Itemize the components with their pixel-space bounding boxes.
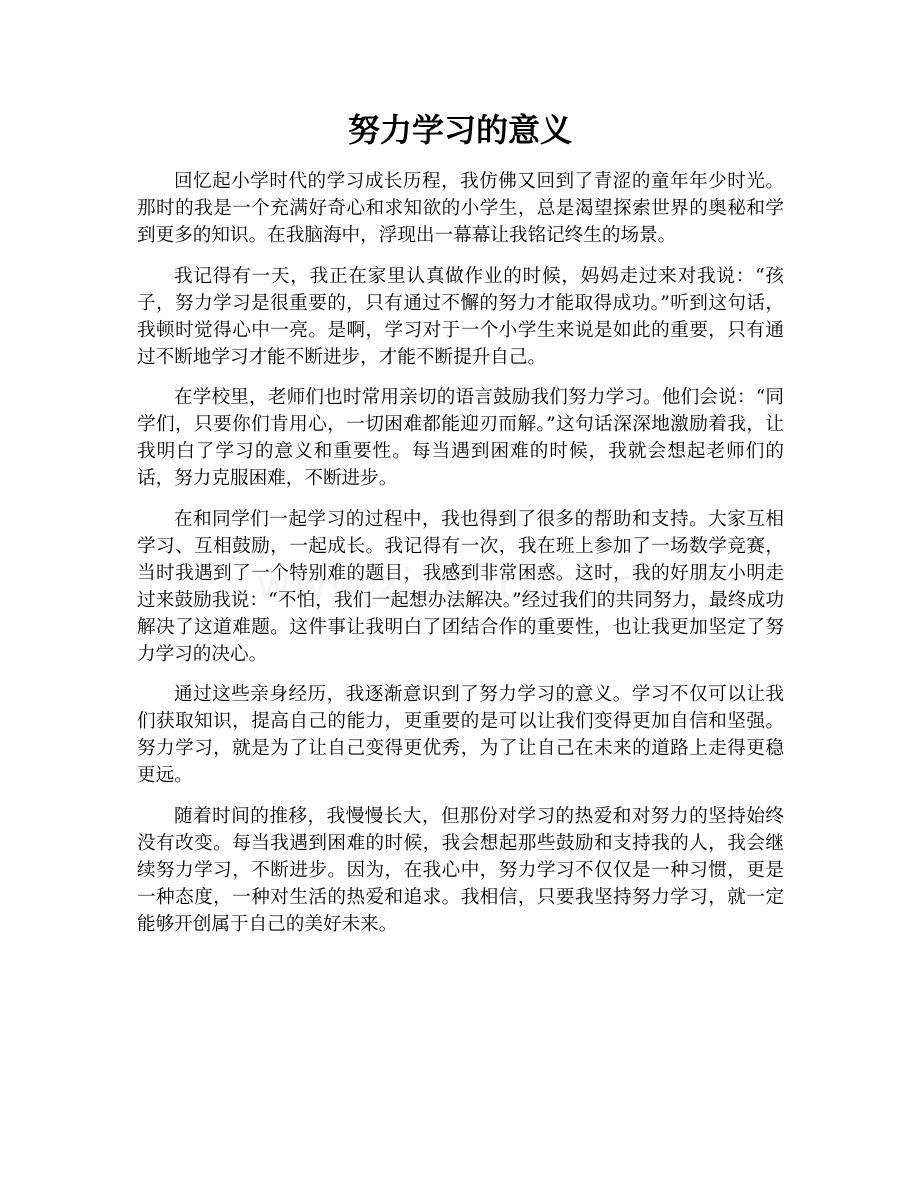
paragraph: 我记得有一天，我正在家里认真做作业的时候，妈妈走过来对我说：“孩子，努力学习是很重要的，只有通过不懈的努力才能取得成功。”听到这句话，我顿时觉得心中一亮。是啊，学习对于一个小学生来说是如此的重要，只有通过不断地学习才能不断进步，才能不断提升自己。 <box>137 265 784 368</box>
paragraph: 回忆起小学时代的学习成长历程，我仿佛又回到了青涩的童年年少时光。那时的我是一个充满好奇心和求知欲的小学生，总是渴望探索世界的奥秘和学到更多的知识。在我脑海中，浮现出一幕幕让我铭记终生的场景。 <box>137 171 784 246</box>
paragraph: 在和同学们一起学习的过程中，我也得到了很多的帮助和支持。大家互相学习、互相鼓励，一起成长。我记得有一次，我在班上参加了一场数学竞赛，当时我遇到了一个特别难的题目，我感到非常困惑。这时，我的好朋友小明走过来鼓励我说：“不怕，我们一起想办法解决。”经过我们的共同努力，最终成功解决了这道难题。这件事让我明白了团结合作的重要性，也让我更加坚定了努力学习的决心。 <box>137 508 784 665</box>
paragraph: 随着时间的推移，我慢慢长大，但那份对学习的热爱和对努力的坚持始终没有改变。每当我遇到困难的时候，我会想起那些鼓励和支持我的人，我会继续努力学习，不断进步。因为，在我心中，努力学习不仅仅是一种习惯，更是一种态度，一种对生活的热爱和追求。我相信，只要我坚持努力学习，就一定能够开创属于自己的美好未来。 <box>137 805 784 935</box>
paragraph: 通过这些亲身经历，我逐渐意识到了努力学习的意义。学习不仅可以让我们获取知识，提高自己的能力，更重要的是可以让我们变得更加自信和坚强。努力学习，就是为了让自己变得更优秀，为了让自己在未来的道路上走得更稳更远。 <box>137 684 784 786</box>
document-body <box>137 168 784 951</box>
document-title: 努力学习的意义 <box>347 111 572 149</box>
paragraph: 在学校里，老师们也时常用亲切的语言鼓励我们努力学习。他们会说：“同学们，只要你们肯用心，一切困难都能迎刃而解。”这句话深深地激励着我，让我明白了学习的意义和重要性。每当遇到困难的时候，我就会想起老师们的话，努力克服困难，不断进步。 <box>137 387 784 489</box>
